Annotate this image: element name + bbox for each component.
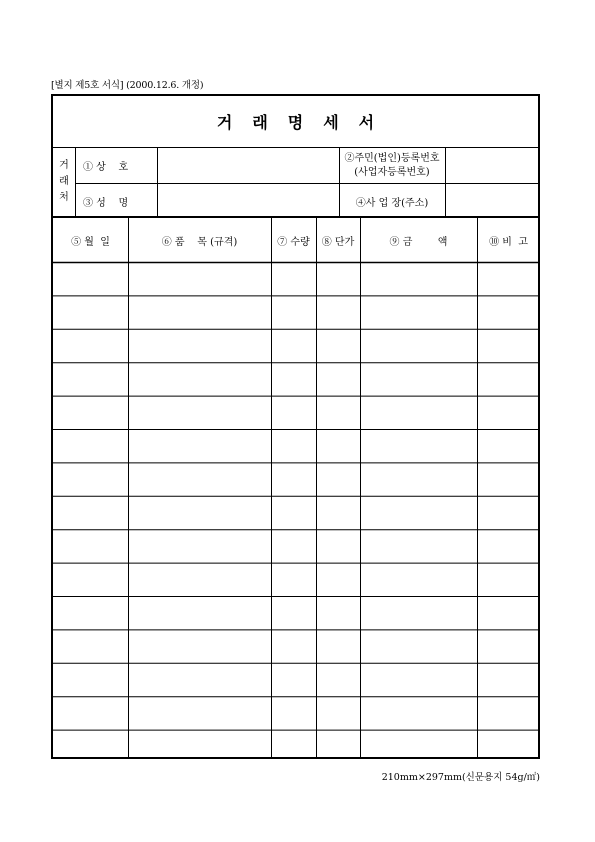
table-cell[interactable] — [53, 496, 128, 529]
table-cell[interactable] — [128, 563, 271, 596]
party-label-char: 래 — [59, 176, 69, 187]
table-cell[interactable] — [316, 629, 360, 662]
table-cell[interactable] — [316, 496, 360, 529]
table-cell[interactable] — [53, 730, 128, 763]
table-cell[interactable] — [53, 563, 128, 596]
table-cell[interactable] — [477, 696, 540, 729]
form-caption: [별지 제5호 서식] (2000.12.6. 개정) — [51, 80, 204, 91]
table-cell[interactable] — [53, 295, 128, 328]
table-cell[interactable] — [271, 362, 316, 395]
table-cell[interactable] — [271, 596, 316, 629]
party-label-char: 처 — [59, 192, 69, 203]
table-cell[interactable] — [477, 295, 540, 328]
table-cell[interactable] — [271, 730, 316, 763]
table-cell[interactable] — [316, 462, 360, 495]
table-cell[interactable] — [360, 362, 477, 395]
statement-form — [51, 94, 540, 759]
table-cell[interactable] — [316, 262, 360, 295]
table-cell[interactable] — [477, 329, 540, 362]
table-cell[interactable] — [360, 696, 477, 729]
table-cell[interactable] — [316, 730, 360, 763]
column-header: ⑥ 품 목 (규격) — [161, 236, 238, 248]
table-cell[interactable] — [271, 496, 316, 529]
column-header: ⑨ 금 액 — [389, 236, 448, 248]
table-cell[interactable] — [128, 730, 271, 763]
table-cell[interactable] — [360, 262, 477, 295]
table-cell[interactable] — [128, 295, 271, 328]
table-cell[interactable] — [271, 629, 316, 662]
paper-size-note: 210mm×297mm(신문용지 54g/㎡) — [381, 772, 540, 783]
table-cell[interactable] — [53, 429, 128, 462]
table-cell[interactable] — [271, 696, 316, 729]
table-cell[interactable] — [477, 730, 540, 763]
table-cell[interactable] — [271, 429, 316, 462]
table-cell[interactable] — [271, 262, 316, 295]
table-cell[interactable] — [360, 329, 477, 362]
title-row — [53, 96, 538, 148]
table-cell[interactable] — [316, 429, 360, 462]
table-cell[interactable] — [316, 663, 360, 696]
table-cell[interactable] — [53, 529, 128, 562]
table-cell[interactable] — [128, 462, 271, 495]
table-cell[interactable] — [128, 496, 271, 529]
table-cell[interactable] — [316, 295, 360, 328]
table-cell[interactable] — [360, 730, 477, 763]
table-cell[interactable] — [360, 396, 477, 429]
table-cell[interactable] — [128, 696, 271, 729]
table-cell[interactable] — [271, 563, 316, 596]
table-cell[interactable] — [477, 563, 540, 596]
table-cell[interactable] — [53, 396, 128, 429]
column-header: ⑩ 비 고 — [489, 236, 528, 248]
rep-name-field[interactable] — [158, 184, 338, 218]
table-cell[interactable] — [316, 362, 360, 395]
form-title: 거래명세서 — [216, 113, 395, 132]
column-header: ⑤ 월 일 — [71, 236, 110, 248]
table-cell[interactable] — [477, 429, 540, 462]
table-cell[interactable] — [128, 362, 271, 395]
table-cell[interactable] — [477, 396, 540, 429]
column-header: ⑦ 수량 — [277, 236, 310, 248]
table-cell[interactable] — [271, 295, 316, 328]
party-label-char: 거 — [59, 160, 69, 171]
table-cell[interactable] — [271, 329, 316, 362]
table-cell[interactable] — [53, 362, 128, 395]
table-cell[interactable] — [271, 462, 316, 495]
party-label — [53, 148, 75, 216]
table-cell[interactable] — [316, 396, 360, 429]
table-cell[interactable] — [477, 262, 540, 295]
party-info-section — [53, 148, 538, 218]
trade-name-label: ① 상 호 — [83, 162, 129, 173]
table-cell[interactable] — [360, 529, 477, 562]
table-cell[interactable] — [360, 295, 477, 328]
table-cell[interactable] — [477, 629, 540, 662]
table-cell[interactable] — [53, 596, 128, 629]
table-cell[interactable] — [360, 596, 477, 629]
trade-name-field[interactable] — [158, 148, 338, 183]
table-cell[interactable] — [128, 262, 271, 295]
table-cell[interactable] — [360, 563, 477, 596]
reg-no-label-line2: (사업자등록번호) — [354, 166, 430, 178]
table-cell[interactable] — [128, 596, 271, 629]
table-cell[interactable] — [360, 629, 477, 662]
table-cell[interactable] — [316, 563, 360, 596]
table-cell[interactable] — [477, 596, 540, 629]
table-cell[interactable] — [316, 596, 360, 629]
table-cell[interactable] — [53, 629, 128, 662]
address-label: ④사 업 장(주소) — [355, 197, 429, 209]
rep-name-label: ③ 성 명 — [83, 197, 129, 209]
reg-no-field[interactable] — [446, 148, 540, 183]
table-cell[interactable] — [477, 529, 540, 562]
table-cell[interactable] — [477, 663, 540, 696]
table-cell[interactable] — [360, 429, 477, 462]
table-cell[interactable] — [53, 696, 128, 729]
table-cell[interactable] — [128, 529, 271, 562]
table-cell[interactable] — [477, 462, 540, 495]
table-cell[interactable] — [316, 696, 360, 729]
address-field[interactable] — [446, 184, 540, 218]
table-cell[interactable] — [53, 262, 128, 295]
table-cell[interactable] — [271, 663, 316, 696]
table-cell[interactable] — [477, 496, 540, 529]
table-cell[interactable] — [53, 663, 128, 696]
table-cell[interactable] — [316, 329, 360, 362]
table-cell[interactable] — [360, 496, 477, 529]
column-header: ⑧ 단가 — [321, 236, 355, 248]
reg-no-label-line1: ②주민(법인)등록번호 — [344, 152, 440, 164]
table-cell[interactable] — [128, 329, 271, 362]
table-cell[interactable] — [53, 462, 128, 495]
table-cell[interactable] — [360, 663, 477, 696]
table-cell[interactable] — [128, 663, 271, 696]
table-cell[interactable] — [271, 529, 316, 562]
table-cell[interactable] — [360, 462, 477, 495]
table-cell[interactable] — [53, 329, 128, 362]
table-cell[interactable] — [128, 396, 271, 429]
items-table — [53, 218, 538, 757]
reg-no-label — [340, 148, 444, 183]
table-cell[interactable] — [128, 629, 271, 662]
table-cell[interactable] — [316, 529, 360, 562]
table-cell[interactable] — [271, 396, 316, 429]
table-cell[interactable] — [128, 429, 271, 462]
table-cell[interactable] — [477, 362, 540, 395]
